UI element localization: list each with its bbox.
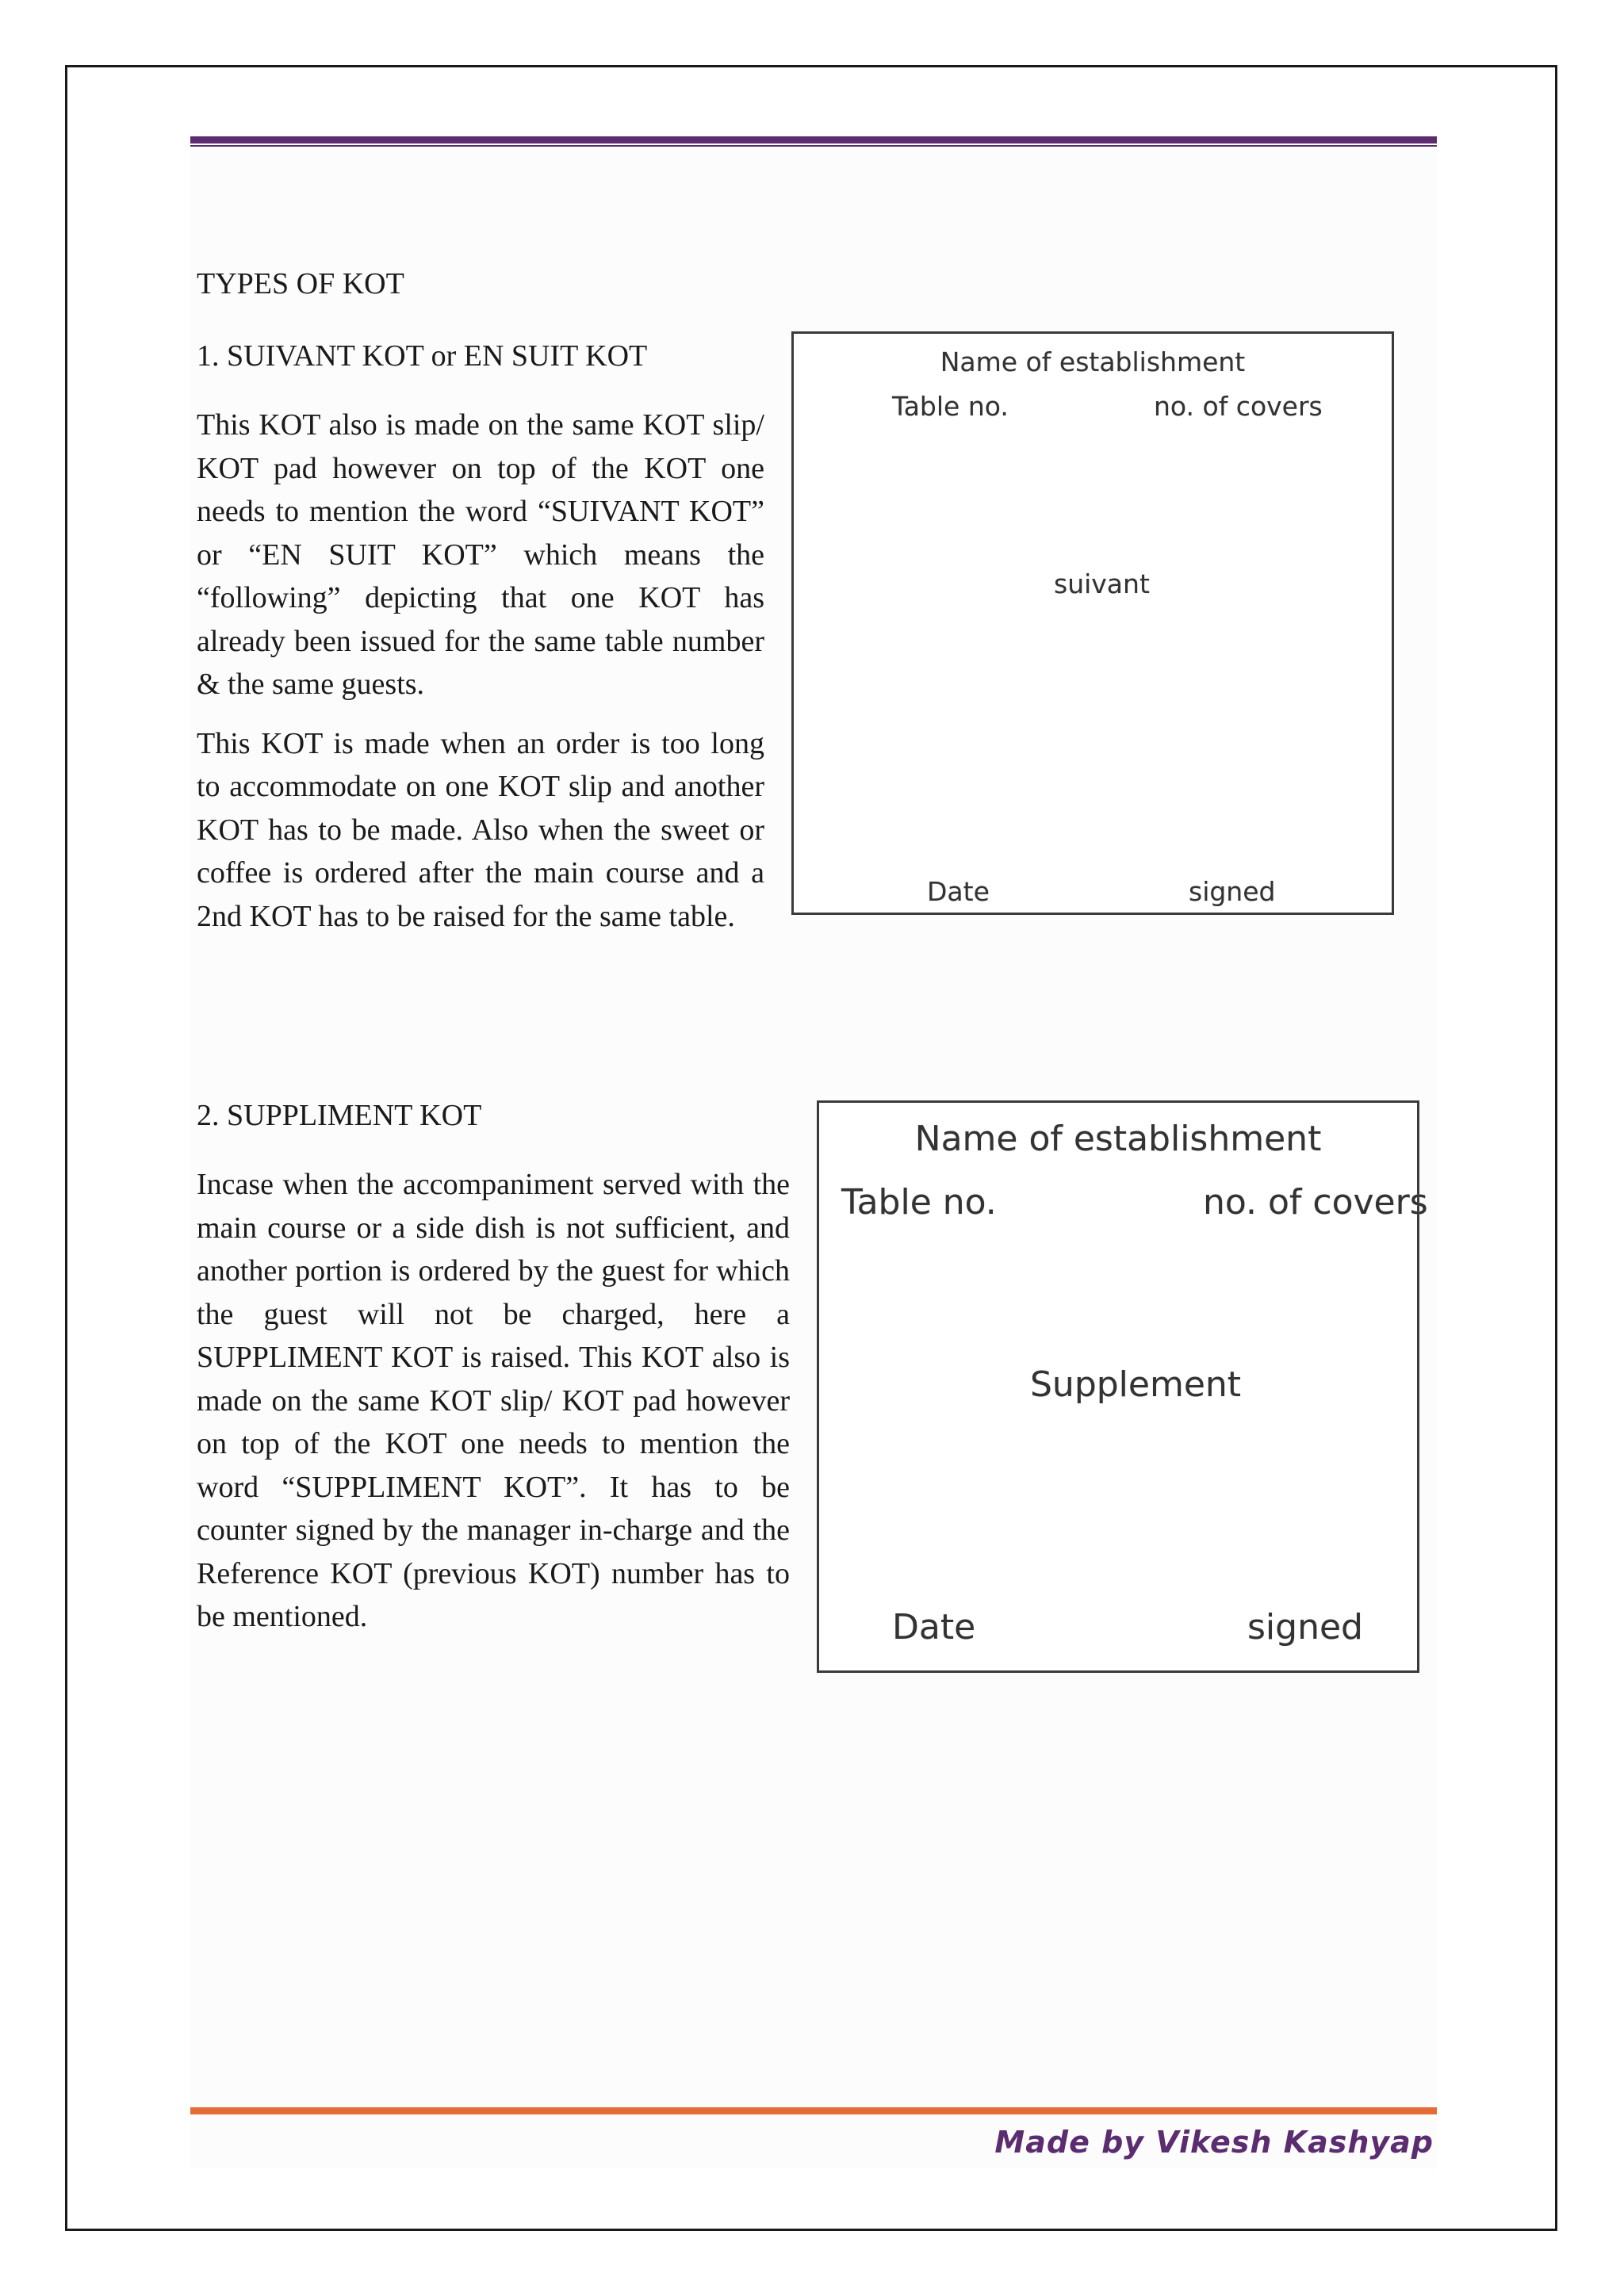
footer-credit: Made by Vikesh Kashyap (994, 2125, 1434, 2160)
suppliment-kot-slip (817, 1100, 1428, 1673)
slip-table-no: Table no. (841, 1182, 997, 1223)
suivant-heading: 1. SUIVANT KOT or EN SUIT KOT (197, 339, 648, 373)
header-rule-thin (190, 145, 1437, 147)
section-title: TYPES OF KOT (197, 267, 404, 300)
slip-table-no: Table no. (892, 391, 1009, 422)
footer-rule (190, 2107, 1437, 2114)
slip-establishment: Name of establishment (914, 1119, 1322, 1159)
slip-no-of-covers: no. of covers (1154, 391, 1323, 422)
slip-date: Date (892, 1607, 976, 1647)
slip-signed: signed (1189, 876, 1276, 907)
slip-signed: signed (1247, 1607, 1363, 1647)
header-rule (190, 135, 1437, 146)
slip-establishment: Name of establishment (940, 346, 1246, 377)
suivant-paragraph-2: This KOT is made when an order is too long to accommodate on one KOT slip and another KOT has to be made. Also when the sweet or coffee is ordered after the main course and a 2nd KOT has to be raised for the same table. (197, 726, 764, 933)
slip-date: Date (927, 876, 990, 907)
slip-no-of-covers: no. of covers (1203, 1182, 1428, 1223)
suppliment-paragraph-1: Incase when the accompaniment served with the main course or a side dish is not sufficient, and another portion is ordered by the guest for which the guest will not be charged, here a SUPPLIMENT KOT is raised. This KOT also is made on the same KOT slip/ KOT pad however on top of the KOT one needs to mention the word “SUPPLIMENT KOT”. It has to be counter signed by the manager in-charge and the Reference KOT (previous KOT) number has to be mentioned. (197, 1168, 790, 1633)
slip-kot-word: suivant (1054, 568, 1150, 599)
header-rule-thick (190, 136, 1437, 144)
suivant-text (197, 404, 764, 938)
slip-kot-word: Supplement (1030, 1364, 1242, 1405)
suivant-kot-slip (791, 331, 1394, 915)
suppliment-text (197, 1163, 790, 1639)
suivant-paragraph-1: This KOT also is made on the same KOT slip/ KOT pad however on top of the KOT one needs to mention the word “SUIVANT KOT” or “EN SUIT KOT” which means the “following” depicting that one KOT has already been issued for the same table number & the same guests. (197, 408, 764, 701)
suppliment-heading: 2. SUPPLIMENT KOT (197, 1099, 482, 1132)
